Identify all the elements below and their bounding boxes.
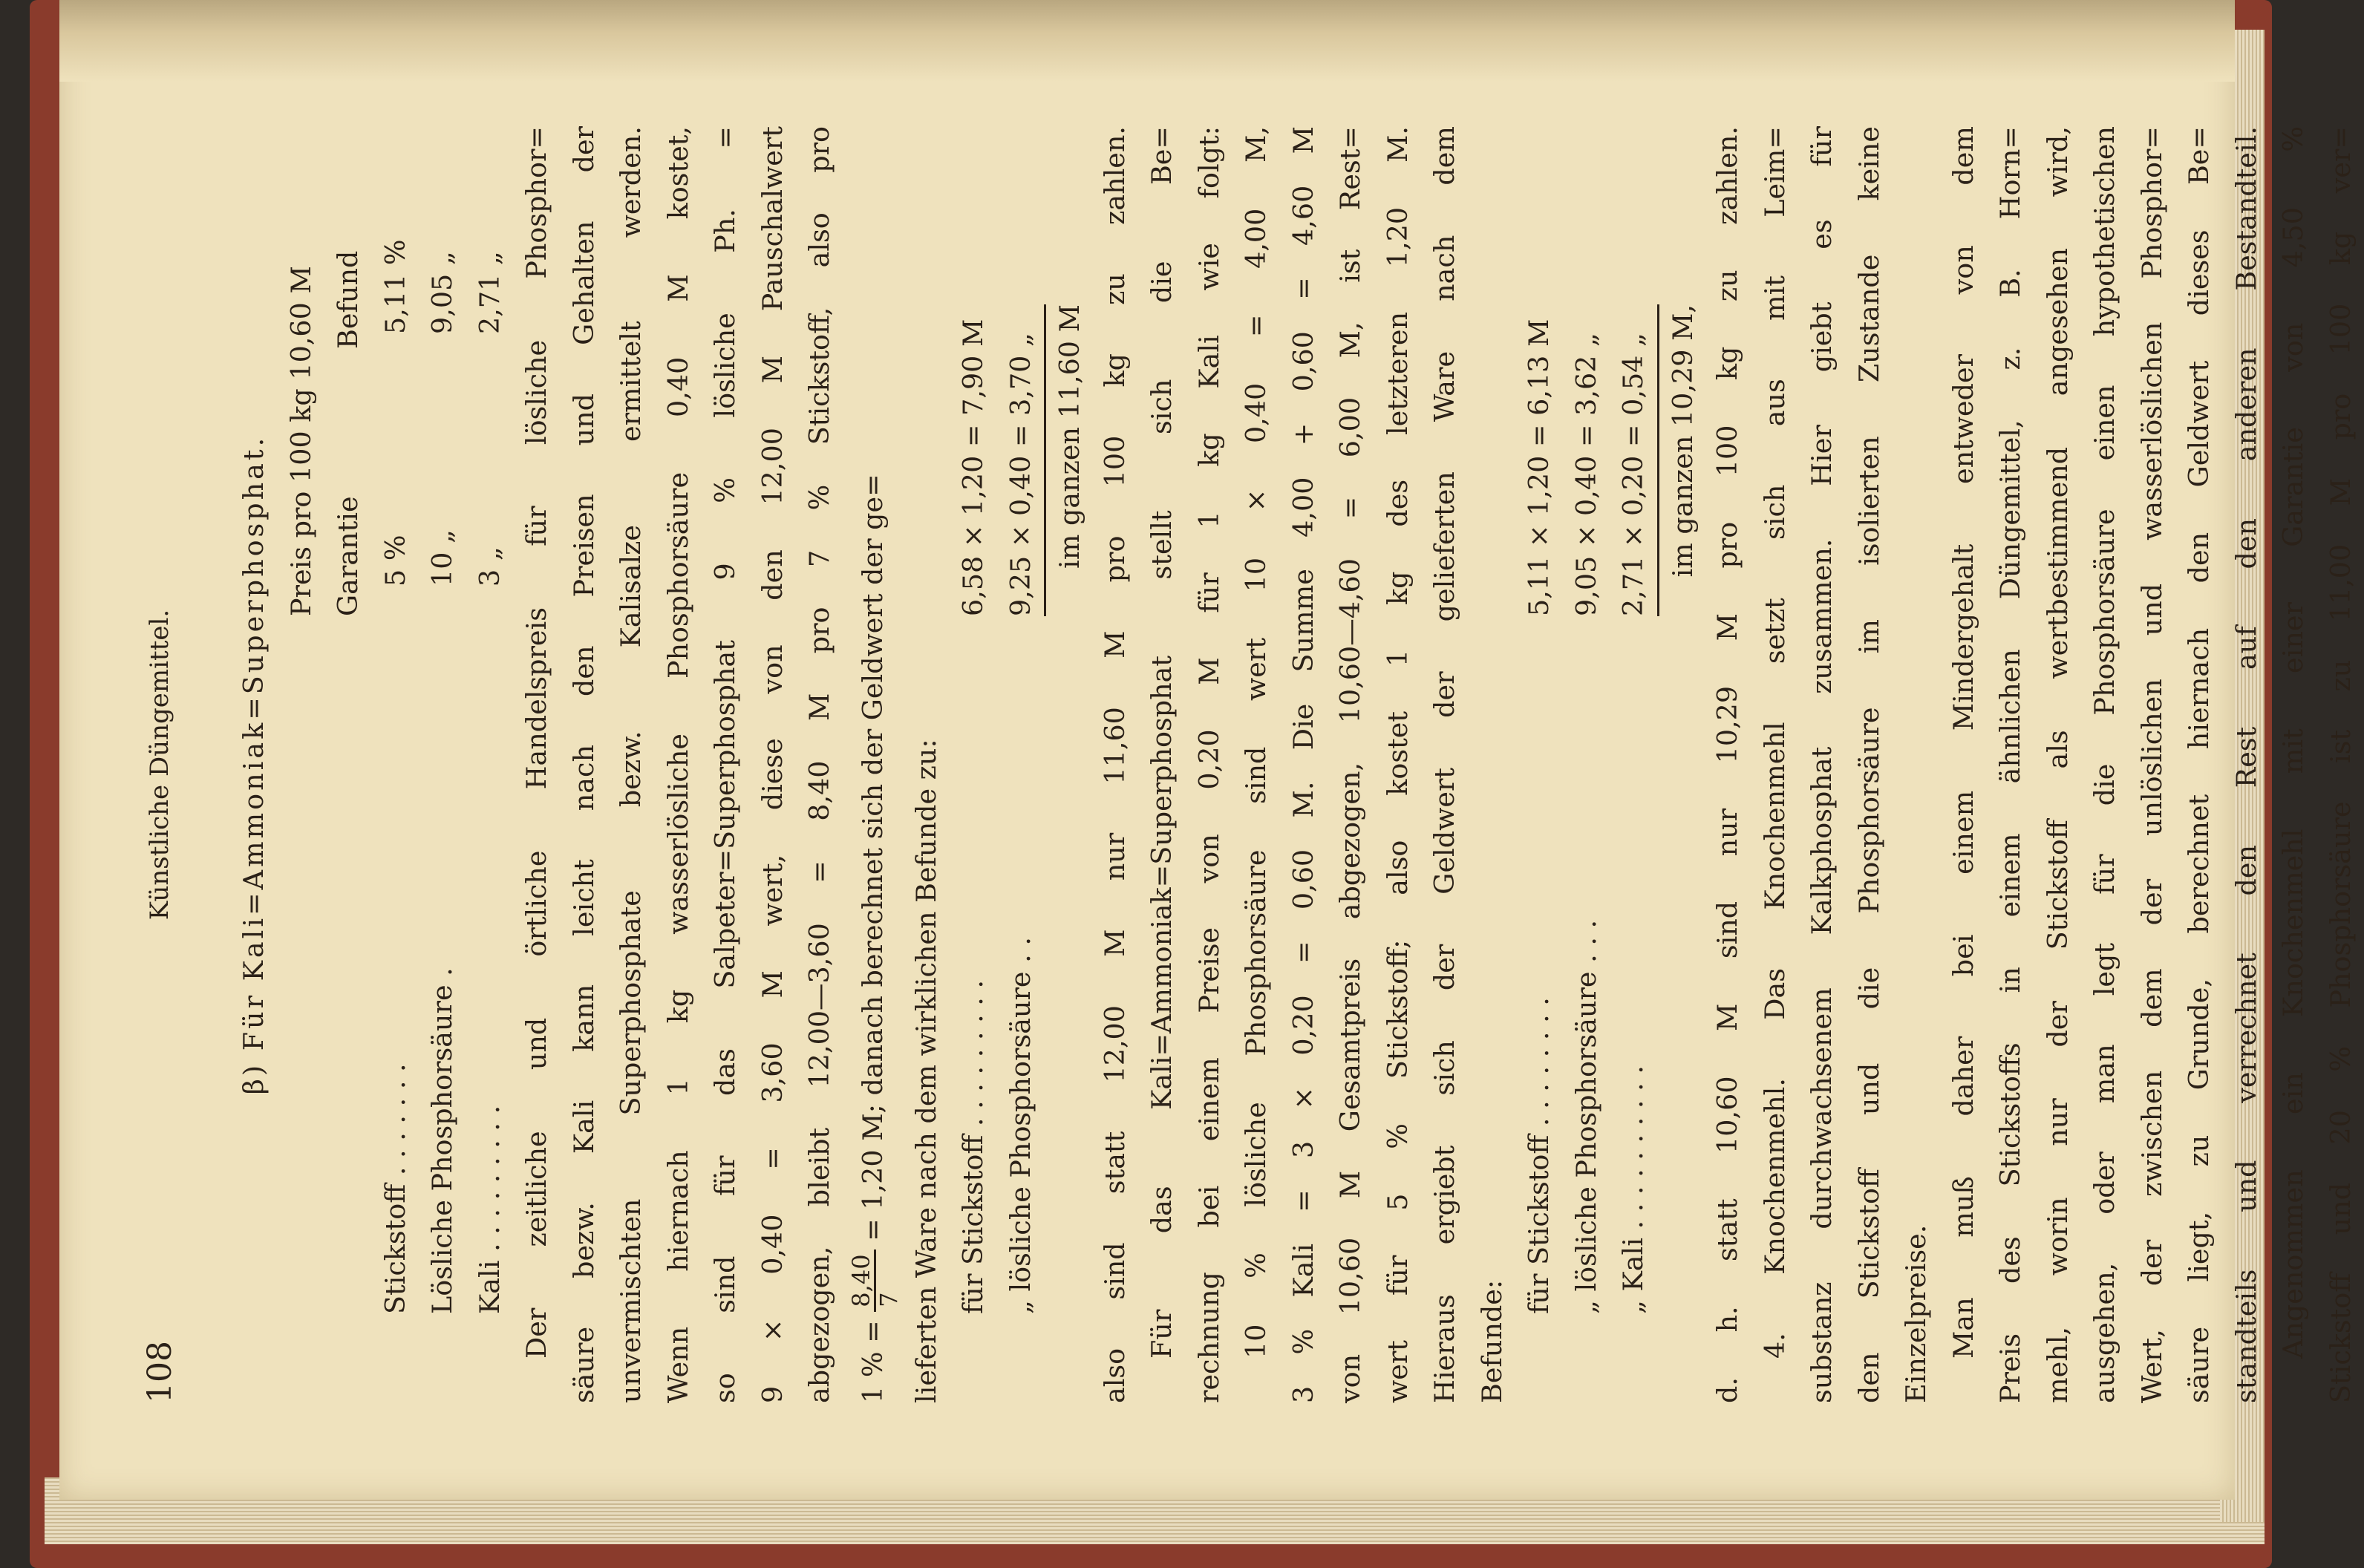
paragraph-line: Stickstoff und 20 % Phosphorsäure ist zu 11,00 M pro 100 kg ver= (2324, 126, 2357, 1403)
running-title: Künstliche Düngemittel. (145, 609, 174, 921)
table1-label: Stickstoff . . . . . . . (379, 1063, 411, 1314)
fraction-line (843, 126, 903, 1403)
calc1-total: im ganzen 11,60 M (1044, 304, 1094, 616)
paragraph-line: also sind statt 12,00 M nur 11,60 M pro 100 kg zu zahlen. (1098, 126, 1131, 1403)
fraction-suffix: = 1,20 M; danach berechnet sich der Geldwert der ge= (856, 474, 889, 1241)
paragraph-line: Man muß daher bei einem Mindergehalt entweder von dem (1947, 126, 1979, 1359)
table1-row (466, 126, 514, 1403)
paragraph-line: abgezogen, bleibt 12,00—3,60 = 8,40 M pro 7 % Stickstoff, also pro (803, 126, 835, 1403)
table1-row (372, 126, 419, 1403)
calc1-row (997, 126, 1045, 1403)
paragraph-line: den Stickstoff und die Phosphorsäure im isolierten Zustande keine (1852, 126, 1885, 1403)
calc1-row (950, 126, 997, 1403)
calc2-total: im ganzen 10,29 M, (1657, 304, 1707, 616)
paragraph-line: Der zeitliche und örtliche Handelspreis für lösliche Phosphor= (520, 126, 552, 1359)
paragraph-line: standteils und verrechnet den Rest auf den anderen Bestandteil. (2230, 126, 2262, 1403)
paragraph-line: lieferten Ware nach dem wirklichen Befunde zu: (910, 739, 942, 1403)
fraction-denominator: 7 (874, 1292, 903, 1307)
table1-finding-header: Befund (332, 250, 364, 349)
paragraph-line: 10 % lösliche Phosphorsäure sind wert 10 × 0,40 = 4,00 M, (1240, 126, 1272, 1359)
calc1-value: 9,25 × 0,40 = 3,70 „ (1004, 333, 1036, 616)
table1-row (419, 126, 466, 1403)
calc2-value: 2,71 × 0,20 = 0,54 „ (1617, 333, 1649, 616)
paragraph-line: Preis des Stickstoffs in einem ähnlichen Düngemittel, z. B. Horn= (1994, 126, 2026, 1403)
paragraph-line: 9 × 0,40 = 3,60 M wert, diese von den 12,00 M Pauschalwert (756, 126, 788, 1403)
calc2-row (1610, 126, 1657, 1403)
paragraph-line: 3 % Kali = 3 × 0,20 = 0,60 M. Die Summe 4,00 + 0,60 = 4,60 M (1287, 126, 1319, 1403)
table1-label: Kali . . . . . . . . . (473, 1105, 506, 1314)
paragraph-line: säure bezw. Kali kann leicht nach den Preisen und Gehalten der (567, 126, 600, 1403)
calc1-value: 6,58 × 1,20 = 7,90 M (957, 318, 989, 616)
calc2-row (1563, 126, 1610, 1403)
table1-subheader-row (324, 126, 372, 1403)
paragraph-line: d. h. statt 10,60 M sind nur 10,29 M pro 100 kg zu zahlen. (1711, 126, 1743, 1403)
table1-finding: 5,11 % (379, 239, 411, 334)
paragraph-line: Befunde: (1475, 1279, 1508, 1403)
paragraph-line: von 10,60 M Gesamtpreis abgezogen, 10,60—4,60 = 6,00 M, ist Rest= (1334, 126, 1366, 1403)
paragraph-line: Für das Kali=Ammoniak=Superphosphat stellt sich die Be= (1146, 126, 1178, 1359)
calc2-label: „ lösliche Phosphorsäure . . . (1570, 919, 1602, 1314)
fraction-prefix: 1 % = (856, 1320, 889, 1403)
calc2-total-row (1657, 126, 1705, 1403)
table1-header-row (278, 126, 325, 1403)
calc2-value: 5,11 × 1,20 = 6,13 M (1523, 318, 1555, 616)
section-heading: β) Für Kali=Ammoniak=Superphosphat. (238, 434, 270, 1095)
fraction (846, 1250, 903, 1311)
calc2-label: für Stickstoff . . . . . . . . (1523, 997, 1555, 1314)
paragraph-line: Wenn hiernach 1 kg wasserlösliche Phosphorsäure 0,40 M kostet, (662, 126, 694, 1403)
paragraph-line: substanz durchwachsenem Kalkphosphat zusammen. Hier giebt es für (1806, 126, 1838, 1403)
calc1-total-row (1044, 126, 1091, 1403)
table1-guarantee: 3 „ (473, 546, 506, 587)
calc2-row (1515, 126, 1563, 1403)
page-number: 108 (141, 1341, 179, 1403)
calc2-label: „ Kali . . . . . . . . . . (1617, 1065, 1649, 1314)
calc1-label: für Stickstoff . . . . . . . . . (957, 979, 989, 1314)
paragraph-line: Angenommen ein Knochenmehl mit einer Garantie von 4,50 % (2277, 126, 2309, 1359)
table1-finding: 9,05 „ (426, 251, 458, 334)
calc2-value: 9,05 × 0,40 = 3,62 „ (1570, 333, 1602, 616)
paragraph-line: ausgehen, oder man legt für die Phosphorsäure einen hypothetischen (2089, 126, 2120, 1403)
paragraph-line: säure liegt, zu Grunde, berechnet hiernach den Geldwert dieses Be= (2183, 126, 2215, 1403)
page-gutter (59, 0, 2235, 82)
page-header (104, 104, 193, 1425)
paragraph-line: Wert, der zwischen dem der unlöslichen und wasserlöslichen Phosphor= (2135, 126, 2168, 1403)
fraction-numerator: 8,40 (849, 1250, 876, 1311)
table1-price-header: Preis pro 100 kg 10,60 M (284, 266, 317, 616)
calc1-label: „ lösliche Phosphorsäure . . (1004, 937, 1036, 1314)
table1-guarantee-header: Garantie (332, 496, 364, 616)
paragraph-line: 4. Knochenmehl. Das Knochenmehl setzt sich aus mit Leim= (1758, 126, 1791, 1359)
paragraph-line: Einzelpreise. (1900, 1224, 1932, 1403)
table1-label: Lösliche Phosphorsäure . (426, 967, 458, 1314)
paragraph-line: mehl, worin nur der Stickstoff als wertbestimmend angesehen wird, (2041, 126, 2074, 1403)
body-text (230, 126, 2357, 1403)
paragraph-line: unvermischten Superphosphate bezw. Kalisalze ermittelt werden. (615, 126, 647, 1403)
table1-guarantee: 10 „ (426, 529, 458, 587)
paragraph-line: rechnung bei einem Preise von 0,20 M für 1 kg Kali wie folgt: (1192, 126, 1225, 1403)
paragraph-line: so sind für das Salpeter=Superphosphat 9 % lösliche Ph. = (709, 126, 741, 1403)
paragraph-line: Hieraus ergiebt sich der Geldwert der gelieferten Ware nach dem (1428, 126, 1460, 1403)
table1-finding: 2,71 „ (473, 251, 506, 334)
table1-guarantee: 5 % (379, 535, 411, 587)
rotated-page-content (104, 104, 2357, 1425)
paragraph-line: wert für 5 % Stickstoff; also kostet 1 kg des letzteren 1,20 M. (1381, 126, 1414, 1403)
